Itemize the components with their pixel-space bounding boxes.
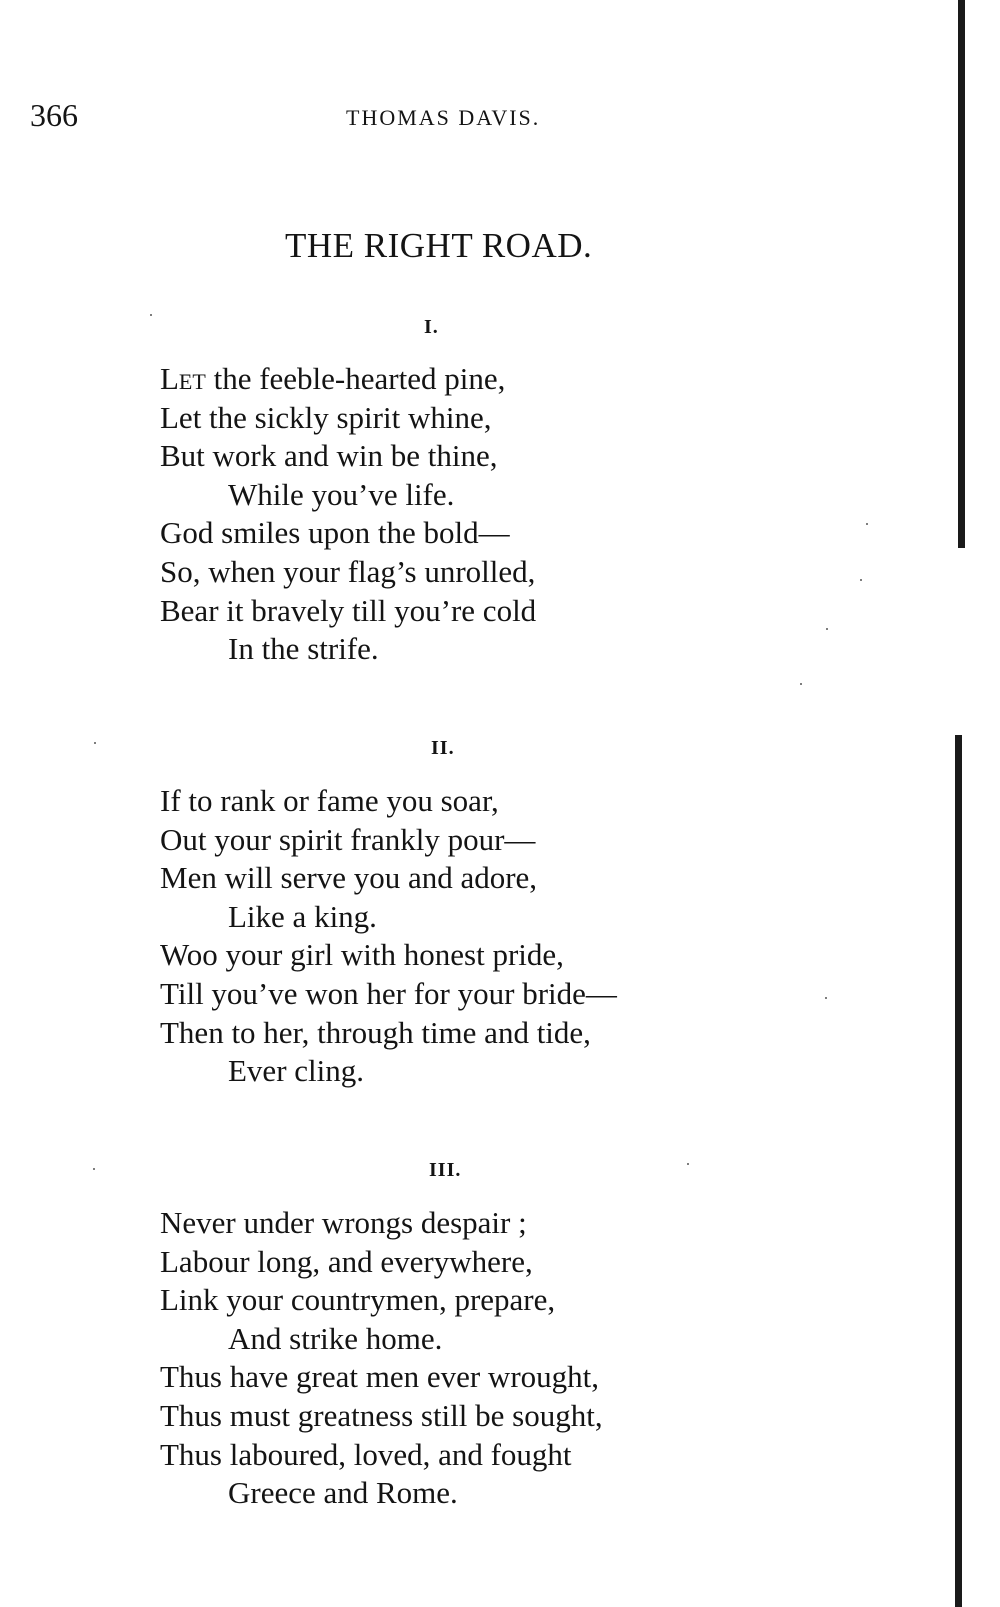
poem-line: Woo your girl with honest pride, xyxy=(160,937,564,973)
poem-line: Bear it bravely till you’re cold xyxy=(160,592,537,628)
poem-line: Out your spirit frankly pour— xyxy=(160,821,536,857)
poem-line: So, when your flag’s unrolled, xyxy=(160,553,536,589)
poem-title: THE RIGHT ROAD. xyxy=(285,226,593,265)
poem-line: Ever cling. xyxy=(228,1053,365,1089)
poem-line: God smiles upon the bold— xyxy=(160,515,510,551)
poem-line: Labour long, and everywhere, xyxy=(160,1243,533,1279)
poem-line: Men will serve you and adore, xyxy=(160,860,538,896)
stanza-number: III. xyxy=(429,1159,462,1181)
scan-speck xyxy=(860,579,862,581)
scan-speck xyxy=(94,742,96,744)
poem-line: Then to her, through time and tide, xyxy=(160,1014,591,1050)
poem-line: Till you’ve won her for your bride— xyxy=(160,975,617,1011)
poem-line: If to rank or fame you soar, xyxy=(160,783,499,818)
binding-edge xyxy=(955,735,962,1607)
poem-line: Let the feeble-hearted pine, xyxy=(160,361,506,396)
page-number: 366 xyxy=(30,97,78,133)
poem-line: Never under wrongs despair ; xyxy=(160,1205,527,1240)
poem-line: Thus must greatness still be sought, xyxy=(160,1397,603,1433)
poem-line: Thus have great men ever wrought, xyxy=(160,1359,600,1395)
running-head: THOMAS DAVIS. xyxy=(346,105,541,130)
binding-edge xyxy=(958,0,965,548)
scan-speck xyxy=(687,1163,689,1165)
drop-word: Let xyxy=(160,361,206,396)
scan-speck xyxy=(825,997,827,999)
poem-line: While you’ve life. xyxy=(228,476,455,512)
scan-speck xyxy=(866,523,868,525)
poem-line: Like a king. xyxy=(228,898,377,934)
poem-line: Thus laboured, loved, and fought xyxy=(160,1436,572,1472)
stanza-number: II. xyxy=(431,737,455,759)
poem-line: Let the sickly spirit whine, xyxy=(160,399,492,435)
stanza-2 xyxy=(160,782,760,1091)
scan-speck xyxy=(826,628,828,630)
stanza-number: I. xyxy=(424,316,439,338)
stanza-1 xyxy=(160,360,760,669)
scan-speck xyxy=(800,683,802,685)
scan-speck xyxy=(93,1168,95,1170)
poem-line: And strike home. xyxy=(228,1320,443,1356)
stanza-3 xyxy=(160,1204,760,1513)
poem-line: But work and win be thine, xyxy=(160,438,498,474)
poem-line: Greece and Rome. xyxy=(228,1475,458,1511)
scan-speck xyxy=(150,314,152,316)
poem-line: Link your countrymen, prepare, xyxy=(160,1282,556,1318)
poem-line: In the strife. xyxy=(228,631,379,667)
